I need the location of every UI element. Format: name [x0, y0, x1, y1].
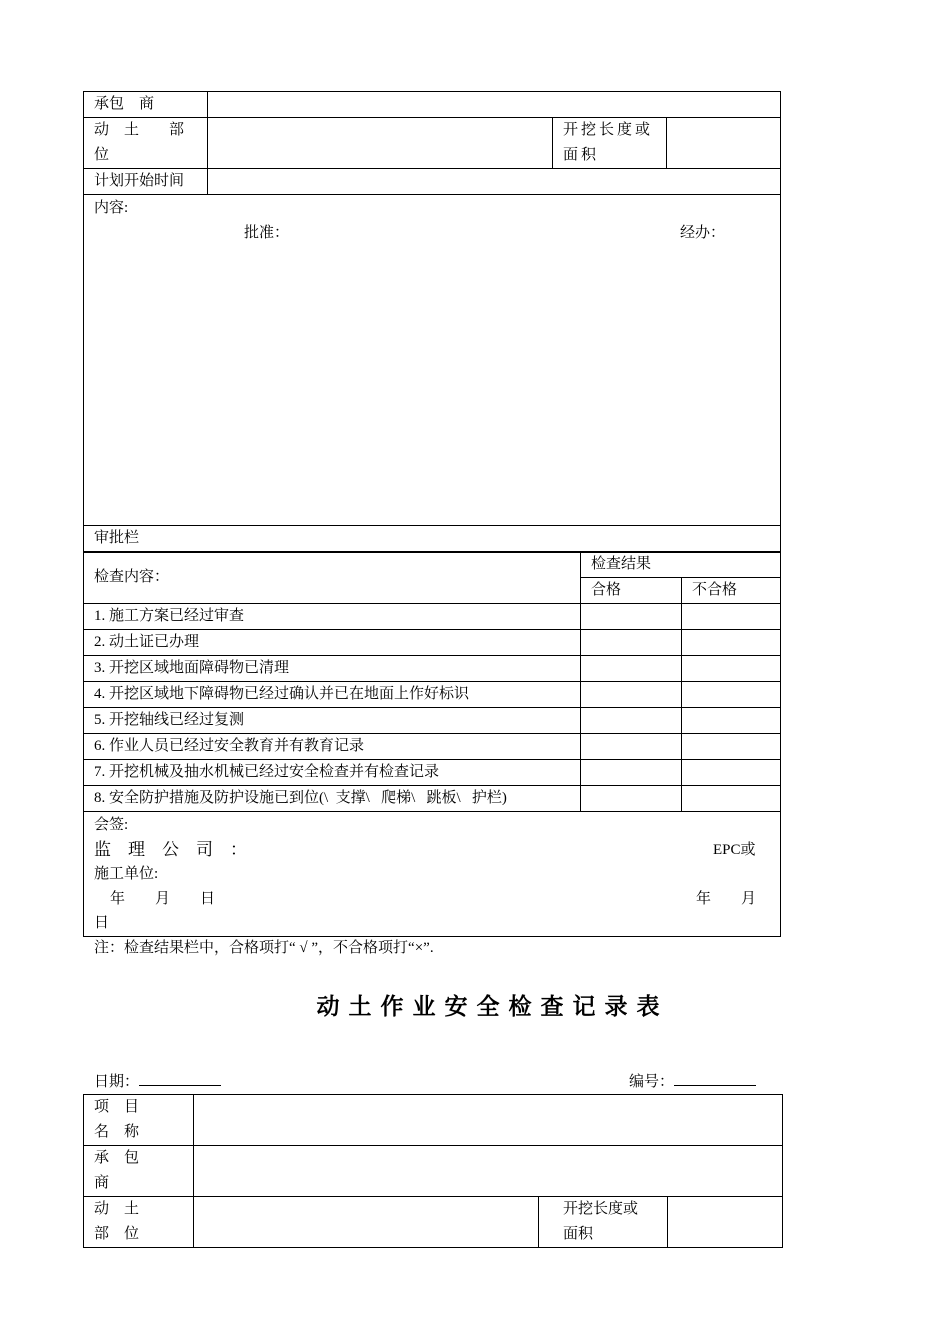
- length-label-2-line2: 面积: [563, 1226, 594, 1242]
- date-line: [94, 1071, 221, 1093]
- epc-label: EPC或: [713, 842, 756, 858]
- check-item: 4. 开挖区域地下障碍物已经过确认并已在地面上作好标识: [84, 682, 581, 708]
- lower-form-table: [83, 1094, 783, 1248]
- fail-header: 不合格: [682, 578, 781, 604]
- length-label-line2: 面积: [563, 147, 600, 163]
- length-field[interactable]: [667, 118, 781, 169]
- day-label: 日: [94, 915, 110, 931]
- site-label: [84, 118, 208, 169]
- site-field-2[interactable]: [194, 1197, 539, 1248]
- contractor-field-2[interactable]: [194, 1146, 783, 1197]
- check-content-header: [84, 552, 581, 604]
- approval-column-label: 审批栏: [84, 526, 781, 553]
- site-label-line1: 动 土 部: [94, 122, 185, 138]
- project-label-line1: 项 目: [94, 1099, 140, 1115]
- site-label-line2: 位: [94, 147, 110, 163]
- construction-unit-label: 施工单位:: [94, 866, 159, 882]
- fail-cell[interactable]: [682, 656, 781, 682]
- start-time-label: 计划开始时间: [84, 169, 208, 195]
- countersign-label: 会签:: [94, 817, 129, 833]
- page-title: 动土作业安全检查记录表: [316, 994, 669, 1020]
- check-item: 6. 作业人员已经过安全教育并有教育记录: [84, 734, 581, 760]
- countersign-area[interactable]: [84, 812, 781, 937]
- site-label-2: [84, 1197, 194, 1248]
- number-blank[interactable]: [674, 1071, 756, 1086]
- contractor-label-2-line2: 商: [94, 1175, 110, 1191]
- content-label: 内容:: [94, 200, 129, 216]
- fail-cell[interactable]: [682, 760, 781, 786]
- pass-cell[interactable]: [581, 760, 682, 786]
- fail-cell[interactable]: [682, 708, 781, 734]
- pass-cell[interactable]: [581, 682, 682, 708]
- pass-cell[interactable]: [581, 734, 682, 760]
- number-label: 编号：: [629, 1074, 675, 1090]
- number-line: [629, 1071, 756, 1093]
- project-label: [84, 1095, 194, 1146]
- check-item: 1. 施工方案已经过审查: [84, 604, 581, 630]
- approve-label: 批准：: [244, 225, 290, 241]
- project-label-line2: 名 称: [94, 1124, 140, 1140]
- contractor-label-2: [84, 1146, 194, 1197]
- fail-cell[interactable]: [682, 734, 781, 760]
- date-right: 年 月: [696, 891, 757, 907]
- length-label-line1: 开挖长度或: [563, 122, 654, 138]
- length-label-2: [539, 1197, 668, 1248]
- check-result-header: 检查结果: [581, 552, 781, 578]
- fail-cell[interactable]: [682, 604, 781, 630]
- pass-cell[interactable]: [581, 656, 682, 682]
- date-label: 日期：: [94, 1074, 140, 1090]
- check-item: 8. 安全防护措施及防护设施已到位(\ 支撑\ 爬梯\ 跳板\ 护栏): [84, 786, 581, 812]
- contractor-label: 承包 商: [84, 92, 208, 118]
- check-content-label: 检查内容：: [94, 569, 170, 585]
- pass-cell[interactable]: [581, 630, 682, 656]
- project-field[interactable]: [194, 1095, 783, 1146]
- site-label-2-line2: 部 位: [94, 1226, 140, 1242]
- site-label-2-line1: 动 土: [94, 1201, 140, 1217]
- note-text: 注：检查结果栏中，合格项打“ √ ”，不合格项打“×”.: [94, 940, 434, 956]
- site-field[interactable]: [208, 118, 553, 169]
- check-item: 5. 开挖轴线已经过复测: [84, 708, 581, 734]
- pass-cell[interactable]: [581, 604, 682, 630]
- check-table: [83, 551, 781, 937]
- handler-label: 经办：: [680, 225, 726, 241]
- date-blank[interactable]: [139, 1071, 221, 1086]
- date-left: 年 月 日: [110, 891, 216, 907]
- supervisor-label: 监 理 公 司 ：: [94, 840, 247, 859]
- pass-cell[interactable]: [581, 708, 682, 734]
- content-area[interactable]: [84, 195, 781, 526]
- check-item: 3. 开挖区域地面障碍物已清理: [84, 656, 581, 682]
- length-label-2-line1: 开挖长度或: [563, 1201, 639, 1217]
- check-item: 2. 动土证已办理: [84, 630, 581, 656]
- pass-header: 合格: [581, 578, 682, 604]
- fail-cell[interactable]: [682, 630, 781, 656]
- length-label: [553, 118, 667, 169]
- pass-cell[interactable]: [581, 786, 682, 812]
- contractor-label-2-line1: 承 包: [94, 1150, 140, 1166]
- contractor-field[interactable]: [208, 92, 781, 118]
- check-item: 7. 开挖机械及抽水机械已经过安全检查并有检查记录: [84, 760, 581, 786]
- fail-cell[interactable]: [682, 786, 781, 812]
- fail-cell[interactable]: [682, 682, 781, 708]
- upper-form-table: [83, 91, 781, 553]
- length-field-2[interactable]: [668, 1197, 783, 1248]
- start-time-field[interactable]: [208, 169, 781, 195]
